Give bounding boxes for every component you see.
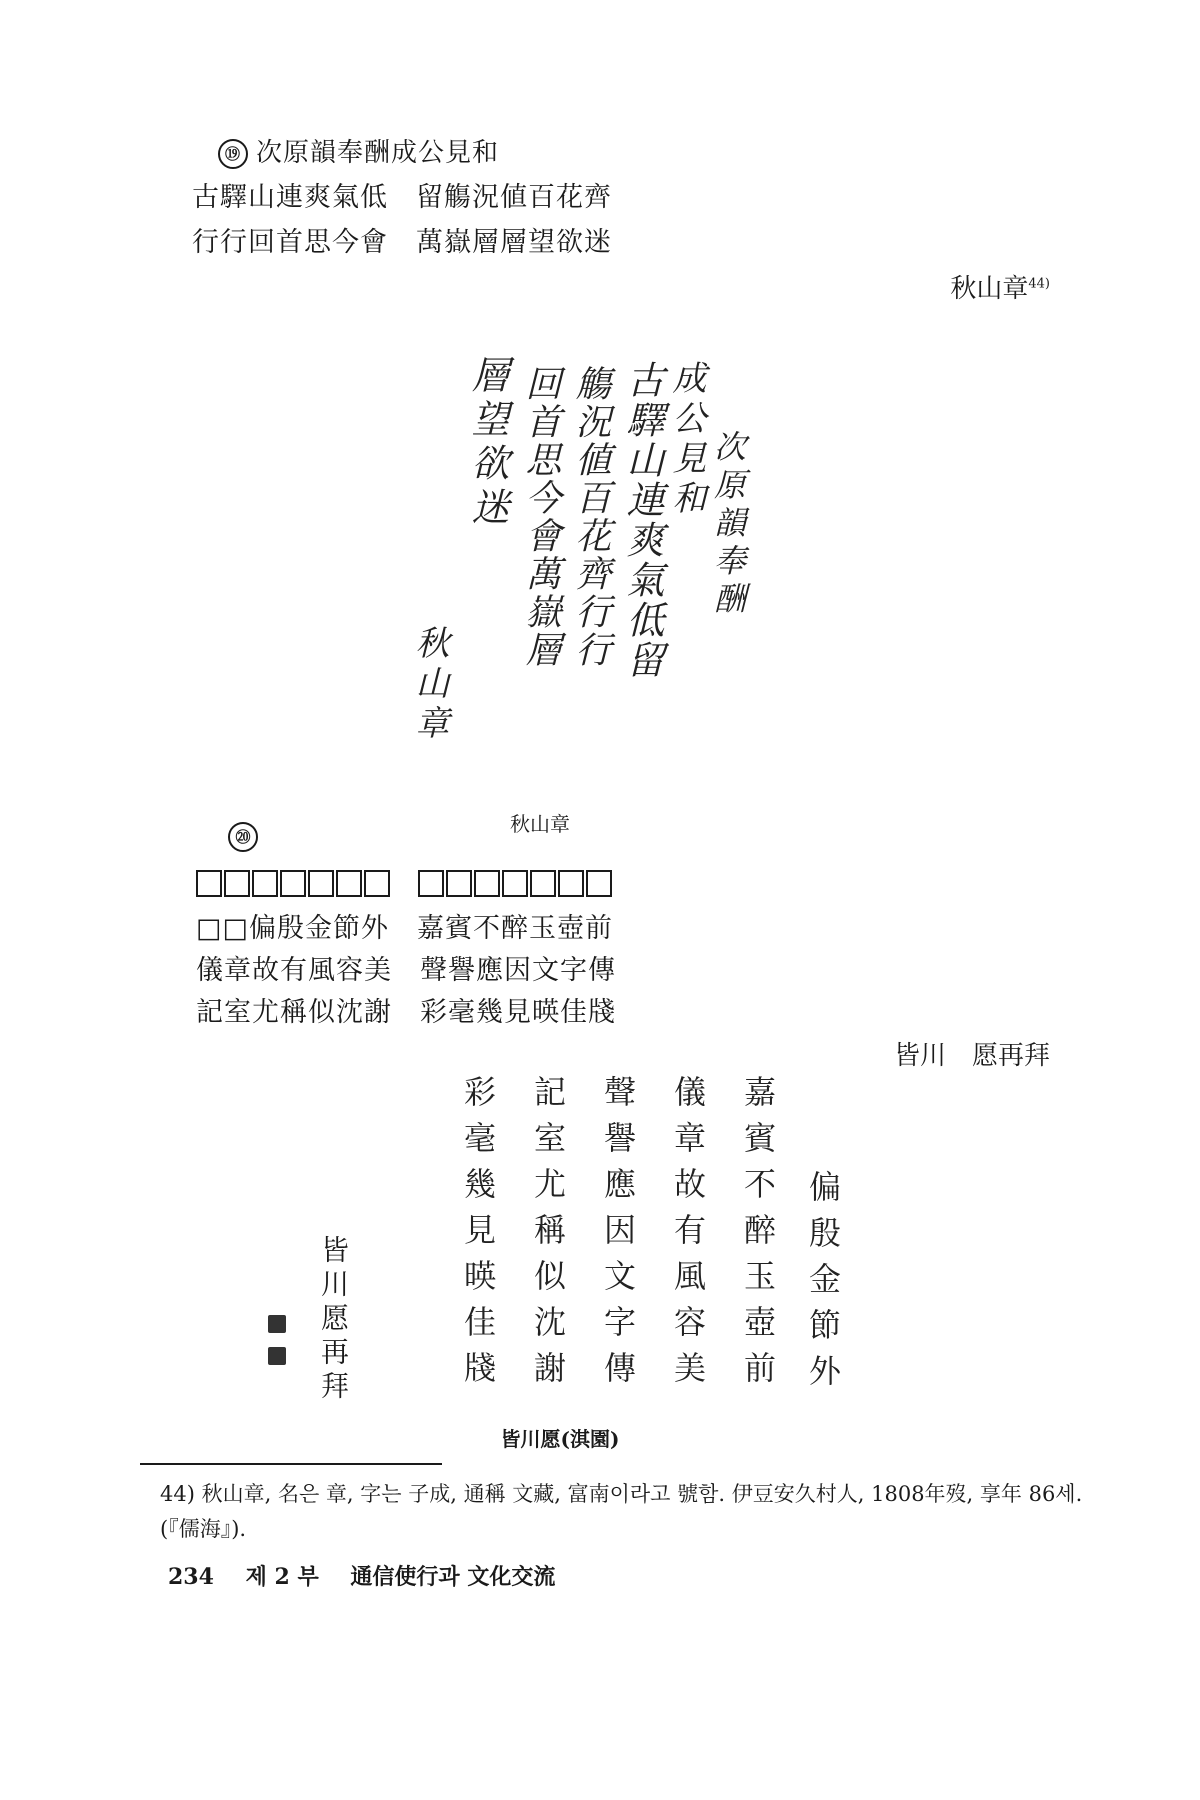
poem-19-title: 次原韻奉酬成公見和 xyxy=(256,138,500,168)
calligraphy-2-signature: 皆川愿再拜 xyxy=(317,1235,350,1405)
missing-char-box xyxy=(586,870,612,897)
callig1-col-5: 回首思今會萬嶽層 xyxy=(520,365,561,669)
poem-19-signature xyxy=(950,268,1050,305)
poem-19-line-2: 行行回首思今會 萬嶽層層望欲迷 xyxy=(192,227,612,258)
footnote-divider xyxy=(140,1463,442,1465)
callig1-col-7: 秋山章 xyxy=(409,625,449,745)
missing-char-box xyxy=(364,870,390,897)
footnote-ref-44: 44) xyxy=(1028,276,1050,292)
poem-20-number: ⑳ xyxy=(228,822,258,852)
calligraphy-image-2 xyxy=(455,1075,855,1435)
callig1-col-1: 次原韻奉酬 xyxy=(709,430,747,620)
missing-chars-right xyxy=(418,870,612,897)
poem-20-line-3: 記室尤稱似沈謝 彩毫幾見暎佳牋 xyxy=(196,997,616,1028)
page-footer xyxy=(168,1560,579,1591)
missing-char-box xyxy=(196,870,222,897)
poem-19-number: ⑲ xyxy=(218,139,248,169)
calligraphy-1-caption: 秋山章 xyxy=(510,812,570,836)
callig2-col-5: 記室尤稱似沈謝 xyxy=(529,1075,567,1397)
section-title: 通信使行과 文化交流 xyxy=(350,1564,556,1590)
poem-20-line-1: □□偏殷金節外 嘉賓不醉玉壺前 xyxy=(196,913,614,944)
callig2-col-3: 儀章故有風容美 xyxy=(669,1075,707,1397)
callig1-col-3: 古驛山連爽氣低留 xyxy=(620,360,664,680)
missing-char-box xyxy=(418,870,444,897)
callig1-col-4: 觴況値百花齊行行 xyxy=(570,365,611,669)
missing-char-box xyxy=(530,870,556,897)
seal-stamp-1 xyxy=(268,1315,286,1333)
footnote-44: 44) 秋山章, 名은 章, 字는 子成, 通稱 文藏, 富南이라고 號함. 伊豆安久村人, 1808年歿, 享年 86세. (『儒海』). xyxy=(160,1482,1083,1541)
callig2-col-2: 嘉賓不醉玉壺前 xyxy=(739,1075,777,1397)
callig1-col-2: 成公見和 xyxy=(666,360,706,520)
missing-char-box xyxy=(558,870,584,897)
seal-stamp-2 xyxy=(268,1347,286,1365)
poem-20-missing-line xyxy=(196,870,612,897)
calligraphy-2-caption: 皆川愿(淇園) xyxy=(500,1427,620,1451)
missing-char-box xyxy=(308,870,334,897)
missing-char-box xyxy=(252,870,278,897)
poem-20-line-2: 儀章故有風容美 聲譽應因文字傳 xyxy=(196,955,616,986)
poem-19-signature-text: 秋山章 xyxy=(950,274,1029,304)
missing-char-box xyxy=(446,870,472,897)
page-number: 234 xyxy=(168,1564,214,1590)
poem-19-line-1: 古驛山連爽氣低 留觴況値百花齊 xyxy=(192,182,612,213)
calligraphy-image-1 xyxy=(409,350,750,780)
poem-20-heading xyxy=(228,822,266,852)
seal-marks xyxy=(268,1315,286,1379)
missing-chars-left xyxy=(196,870,390,897)
missing-char-box xyxy=(474,870,500,897)
callig2-col-6: 彩毫幾見暎佳牋 xyxy=(459,1075,497,1397)
callig2-col-4: 聲譽應因文字傳 xyxy=(599,1075,637,1397)
part-label: 제 2 부 xyxy=(245,1564,319,1590)
missing-char-box xyxy=(280,870,306,897)
poem-20-signature: 皆川 愿再拜 xyxy=(893,1041,1050,1071)
missing-char-box xyxy=(502,870,528,897)
poem-19-heading xyxy=(218,132,499,169)
callig2-col-1: 偏殷金節外 xyxy=(804,1170,842,1400)
missing-char-box xyxy=(224,870,250,897)
calligraphy-2-signature-block xyxy=(268,1235,358,1415)
missing-char-box xyxy=(336,870,362,897)
callig1-col-6: 層望欲迷 xyxy=(465,355,509,531)
